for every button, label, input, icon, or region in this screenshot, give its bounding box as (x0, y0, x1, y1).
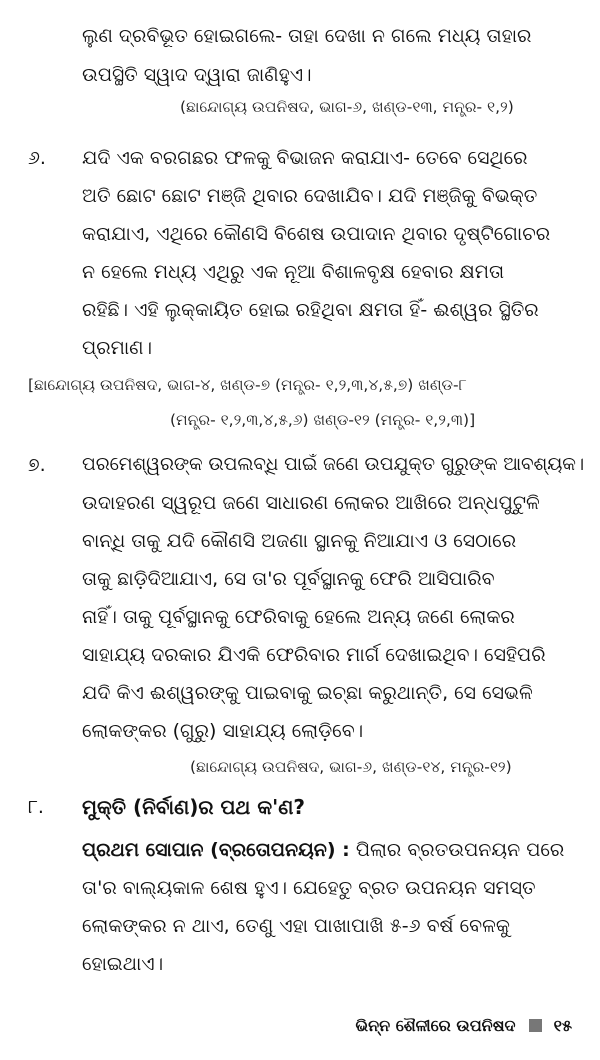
item-number: ୬. (28, 147, 46, 169)
paragraph-line: ଉଦାହରଣ ସ୍ୱରୂପ ଜଣେ ସାଧାରଣ ଲୋକର ଆଖିରେ ଅନ୍ଧପୁଟୁଳି (82, 492, 540, 514)
paragraph-line: ଲୋକଙ୍କର (ଗୁରୁ) ସାହାଯ୍ୟ ଲୋଡ଼ିବେ। (82, 720, 364, 742)
section-heading: ମୁକ୍ତି (ନିର୍ବାଣ)ର ପଥ କ'ଣ? (82, 795, 305, 819)
step-label: ପ୍ରଥମ ସୋପାନ (ବ୍ରତୋପନୟନ) : (82, 839, 350, 861)
paragraph-line: ରହିଛି। ଏହି ଲୁକ୍କାୟିତ ହୋଇ ରହିଥିବା କ୍ଷମତା ହିଁ- ଈଶ୍ୱର ସ୍ଥିତିର (82, 299, 539, 321)
paragraph-line: ତାକୁ ଛାଡ଼ିଦିଆଯାଏ, ସେ ତା'ର ପୂର୍ବସ୍ଥାନକୁ ଫେରି ଆସିପାରିବ (82, 568, 495, 590)
paragraph-line: ଅତି ଛୋଟ ଛୋଟ ମଞ୍ଜି ଥିବାର ଦେଖାଯିବ। ଯଦି ମଞ୍ଜିକୁ ବିଭକ୍ତ (82, 185, 538, 207)
paragraph-line: ଲୋକଙ୍କର ନ ଥାଏ, ତେଣୁ ଏହା ପାଖାପାଖି ୫-୬ ବର୍ଷ ବେଳକୁ (82, 915, 510, 937)
paragraph-line: ନ ହେଲେ ମଧ୍ୟ ଏଥିରୁ ଏକ ନୂଆ ବିଶାଳବୃକ୍ଷ ହେବାର କ୍ଷମତା (82, 261, 505, 283)
paragraph-line: ହୋଇଥାଏ। (82, 953, 164, 975)
paragraph-line: ଯଦି କିଏ ଈଶ୍ୱରଙ୍କୁ ପାଇବାକୁ ଇଚ୍ଛା କରୁଥାନ୍ତି, ସେ ସେଭଳି (82, 682, 533, 704)
paragraph-line (82, 832, 564, 868)
paragraph-line: ପରମେଶ୍ୱରଙ୍କ ଉପଲବ୍ଧି ପାଇଁ ଜଣେ ଉପଯୁକ୍ତ ଗୁରୁଙ୍କ ଆବଶ୍ୟକ। (82, 454, 585, 475)
item-number: ୭. (28, 454, 46, 476)
citation: [ଛାନ୍ଦୋଗ୍ୟ ଉପନିଷଦ, ଭାଗ-୪, ଖଣ୍ଡ-୭ (ମନ୍ତ୍ର- ୧,୨,୩,୪,୫,୭) ଖଣ୍ଡ-୮ (28, 376, 467, 394)
square-bullet-icon (529, 1019, 542, 1032)
paragraph-line: ସାହାଯ୍ୟ ଦରକାର ଯିଏକି ଫେରିବାର ମାର୍ଗ ଦେଖାଇଥିବ। ସେହିପରି (82, 644, 546, 666)
paragraph-line: ପ୍ରମାଣ। (82, 337, 153, 359)
page-footer (355, 1016, 572, 1036)
running-title: ଭିନ୍ନ ଶୈଳୀରେ ଉପନିଷଦ (355, 1016, 516, 1035)
item-number: ୮. (28, 796, 44, 818)
citation: (ଛାନ୍ଦୋଗ୍ୟ ଉପନିଷଦ, ଭାଗ-୬, ଖଣ୍ଡ-୧୪, ମନ୍ତ୍ର-୧୨) (190, 758, 512, 776)
paragraph-line: ଯଦି ଏକ ବରଗଛର ଫଳକୁ ବିଭାଜନ କରାଯାଏ- ତେବେ ସେଥିରେ (82, 147, 528, 169)
citation: (ମନ୍ତ୍ର- ୧,୨,୩,୪,୫,୬) ଖଣ୍ଡ-୧୨ (ମନ୍ତ୍ର- ୧,୨,୩)] (170, 411, 476, 429)
paragraph-line: ନାହିଁ। ତାକୁ ପୂର୍ବସ୍ଥାନକୁ ଫେରିବାକୁ ହେଲେ ଅନ୍ୟ ଜଣେ ଲୋକର (82, 606, 515, 628)
paragraph-line: ତା'ର ବାଲ୍ୟକାଳ ଶେଷ ହୁଏ। ଯେହେତୁ ବ୍ରତ ଉପନୟନ ସମସ୍ତ (82, 877, 536, 899)
citation: (ଛାନ୍ଦୋଗ୍ୟ ଉପନିଷଦ, ଭାଗ-୬, ଖଣ୍ଡ-୧୩, ମନ୍ତ୍ର- ୧,୨) (180, 98, 514, 116)
paragraph-line: ଉପସ୍ଥିତି ସ୍ୱାଦ ଦ୍ୱାରା ଜାଣିହୁଏ। (82, 64, 312, 86)
step-text: ପିଲାର ବ୍ରତଉପନୟନ ପରେ (355, 839, 565, 861)
page-number: ୧୫ (553, 1016, 572, 1035)
paragraph-line: ବାନ୍ଧି ତାକୁ ଯଦି କୌଣସି ଅଜଣା ସ୍ଥାନକୁ ନିଆଯାଏ ଓ ସେଠାରେ (82, 530, 517, 552)
paragraph-line: ଲୁଣ ଦ୍ରବିଭୂତ ହୋଇଗଲେ- ତାହା ଦେଖା ନ ଗଲେ ମଧ୍ୟ ତାହାର (82, 25, 532, 47)
paragraph-line: କରାଯାଏ, ଏଥିରେ କୌଣସି ବିଶେଷ ଉପାଦାନ ଥିବାର ଦୃଷ୍ଟିଗୋଚର (82, 223, 551, 245)
